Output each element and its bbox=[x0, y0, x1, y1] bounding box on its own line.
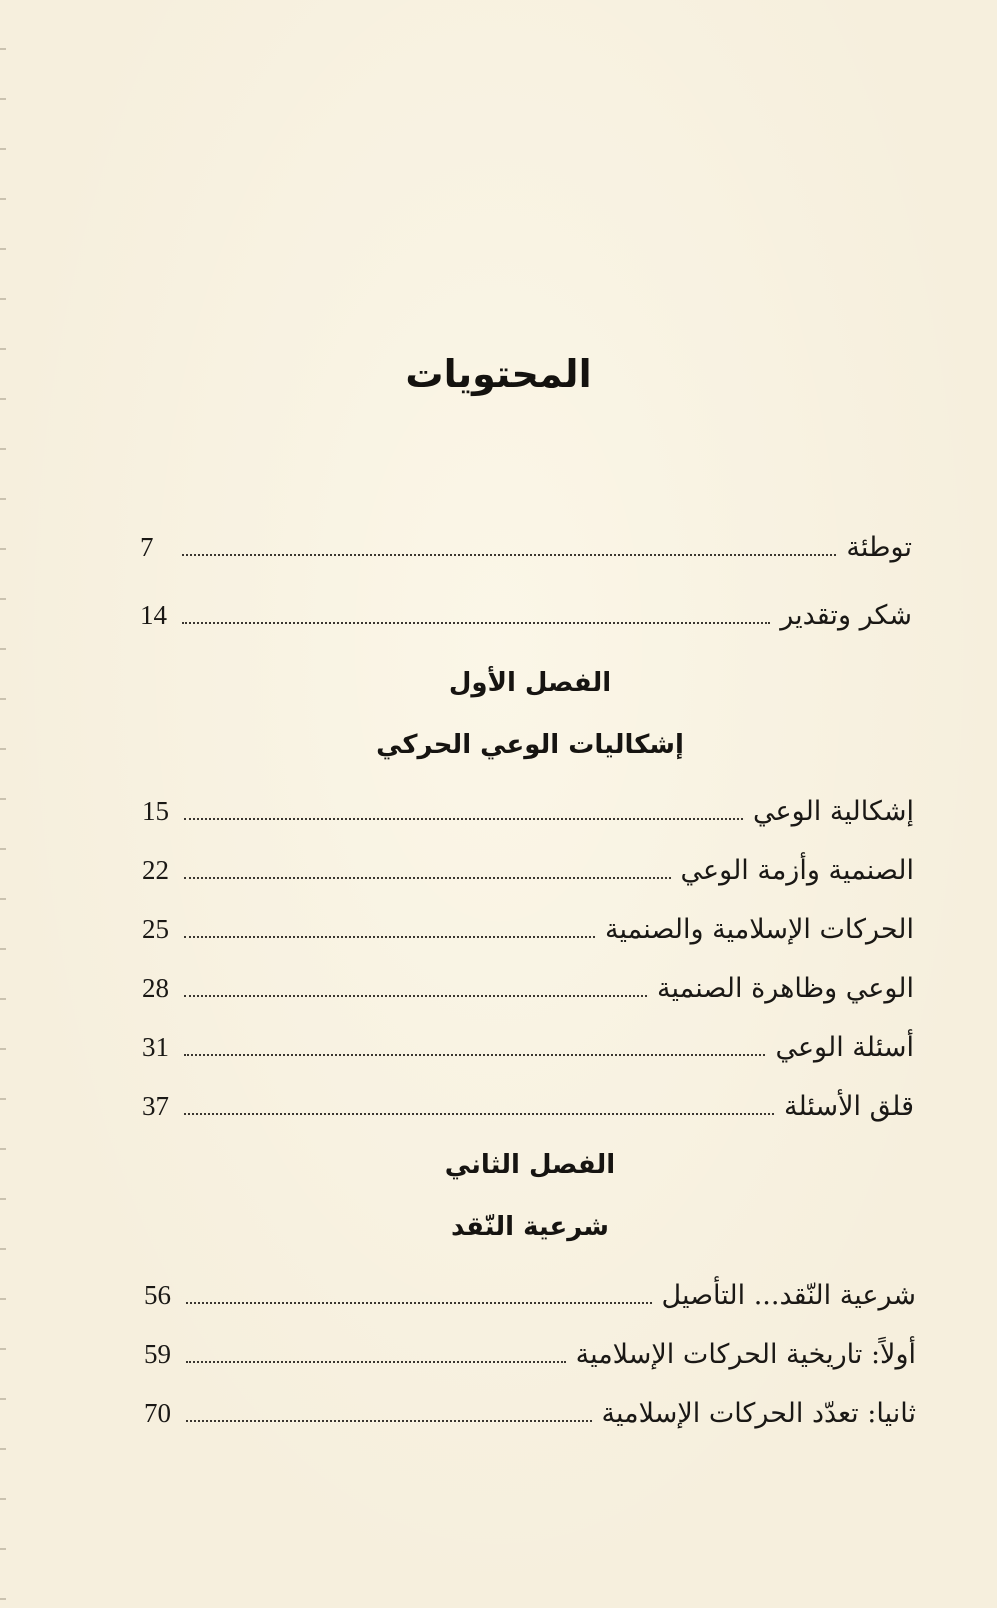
toc-page-number: 15 bbox=[142, 796, 169, 826]
toc-leader-dots bbox=[182, 622, 770, 624]
toc-entry-label: أولاً: تاريخية الحركات الإسلامية bbox=[575, 1339, 916, 1370]
toc-leader-dots bbox=[186, 1420, 592, 1422]
toc-leader-dots bbox=[186, 1302, 652, 1304]
page-edge bbox=[0, 0, 6, 1608]
toc-page-number: 22 bbox=[142, 855, 169, 885]
chapter-title: شرعية النّقد bbox=[451, 1212, 609, 1242]
toc-entry bbox=[142, 855, 914, 886]
toc-page-number: 31 bbox=[142, 1032, 169, 1062]
page-title: المحتويات bbox=[405, 352, 592, 396]
toc-entry bbox=[144, 1280, 916, 1311]
toc-page-number: 14 bbox=[140, 600, 167, 630]
toc-entry-label: الصنمية وأزمة الوعي bbox=[680, 855, 914, 886]
toc-page-number: 70 bbox=[144, 1398, 171, 1428]
toc-leader-dots bbox=[184, 877, 671, 879]
toc-page-number: 56 bbox=[144, 1280, 171, 1310]
toc-leader-dots bbox=[184, 818, 743, 820]
chapter-number: الفصل الثاني bbox=[444, 1150, 616, 1180]
toc-leader-dots bbox=[184, 1113, 774, 1115]
toc-entry-label: ثانيا: تعدّد الحركات الإسلامية bbox=[601, 1398, 916, 1429]
toc-entry bbox=[140, 600, 912, 631]
chapter-number: الفصل الأول bbox=[448, 668, 612, 698]
toc-entry bbox=[142, 973, 914, 1004]
toc-entry bbox=[142, 1091, 914, 1122]
toc-entry bbox=[144, 1398, 916, 1429]
toc-leader-dots bbox=[182, 554, 836, 556]
toc-entry-label: إشكالية الوعي bbox=[753, 796, 914, 827]
toc-entry-label: أسئلة الوعي bbox=[775, 1032, 914, 1063]
toc-entry bbox=[140, 532, 912, 563]
toc-entry-label: الوعي وظاهرة الصنمية bbox=[656, 973, 914, 1004]
toc-leader-dots bbox=[184, 995, 647, 997]
toc-page-number: 37 bbox=[142, 1091, 169, 1121]
toc-entry bbox=[142, 1032, 914, 1063]
toc-leader-dots bbox=[184, 936, 595, 938]
toc-page-number: 28 bbox=[142, 973, 169, 1003]
toc-leader-dots bbox=[184, 1054, 765, 1056]
toc-page-number: 7 bbox=[140, 532, 154, 562]
toc-leader-dots bbox=[186, 1361, 566, 1363]
toc-page-number: 25 bbox=[142, 914, 169, 944]
toc-entry bbox=[142, 796, 914, 827]
toc-entry bbox=[144, 1339, 916, 1370]
toc-entry-label: توطئة bbox=[846, 532, 912, 563]
chapter-title: إشكاليات الوعي الحركي bbox=[376, 730, 684, 760]
toc-entry-label: شرعية النّقد... التأصيل bbox=[661, 1280, 916, 1311]
toc-entry-label: قلق الأسئلة bbox=[783, 1091, 914, 1122]
toc-entry bbox=[142, 914, 914, 945]
toc-page-number: 59 bbox=[144, 1339, 171, 1369]
toc-entry-label: الحركات الإسلامية والصنمية bbox=[605, 914, 914, 945]
toc-entry-label: شكر وتقدير bbox=[780, 600, 912, 631]
